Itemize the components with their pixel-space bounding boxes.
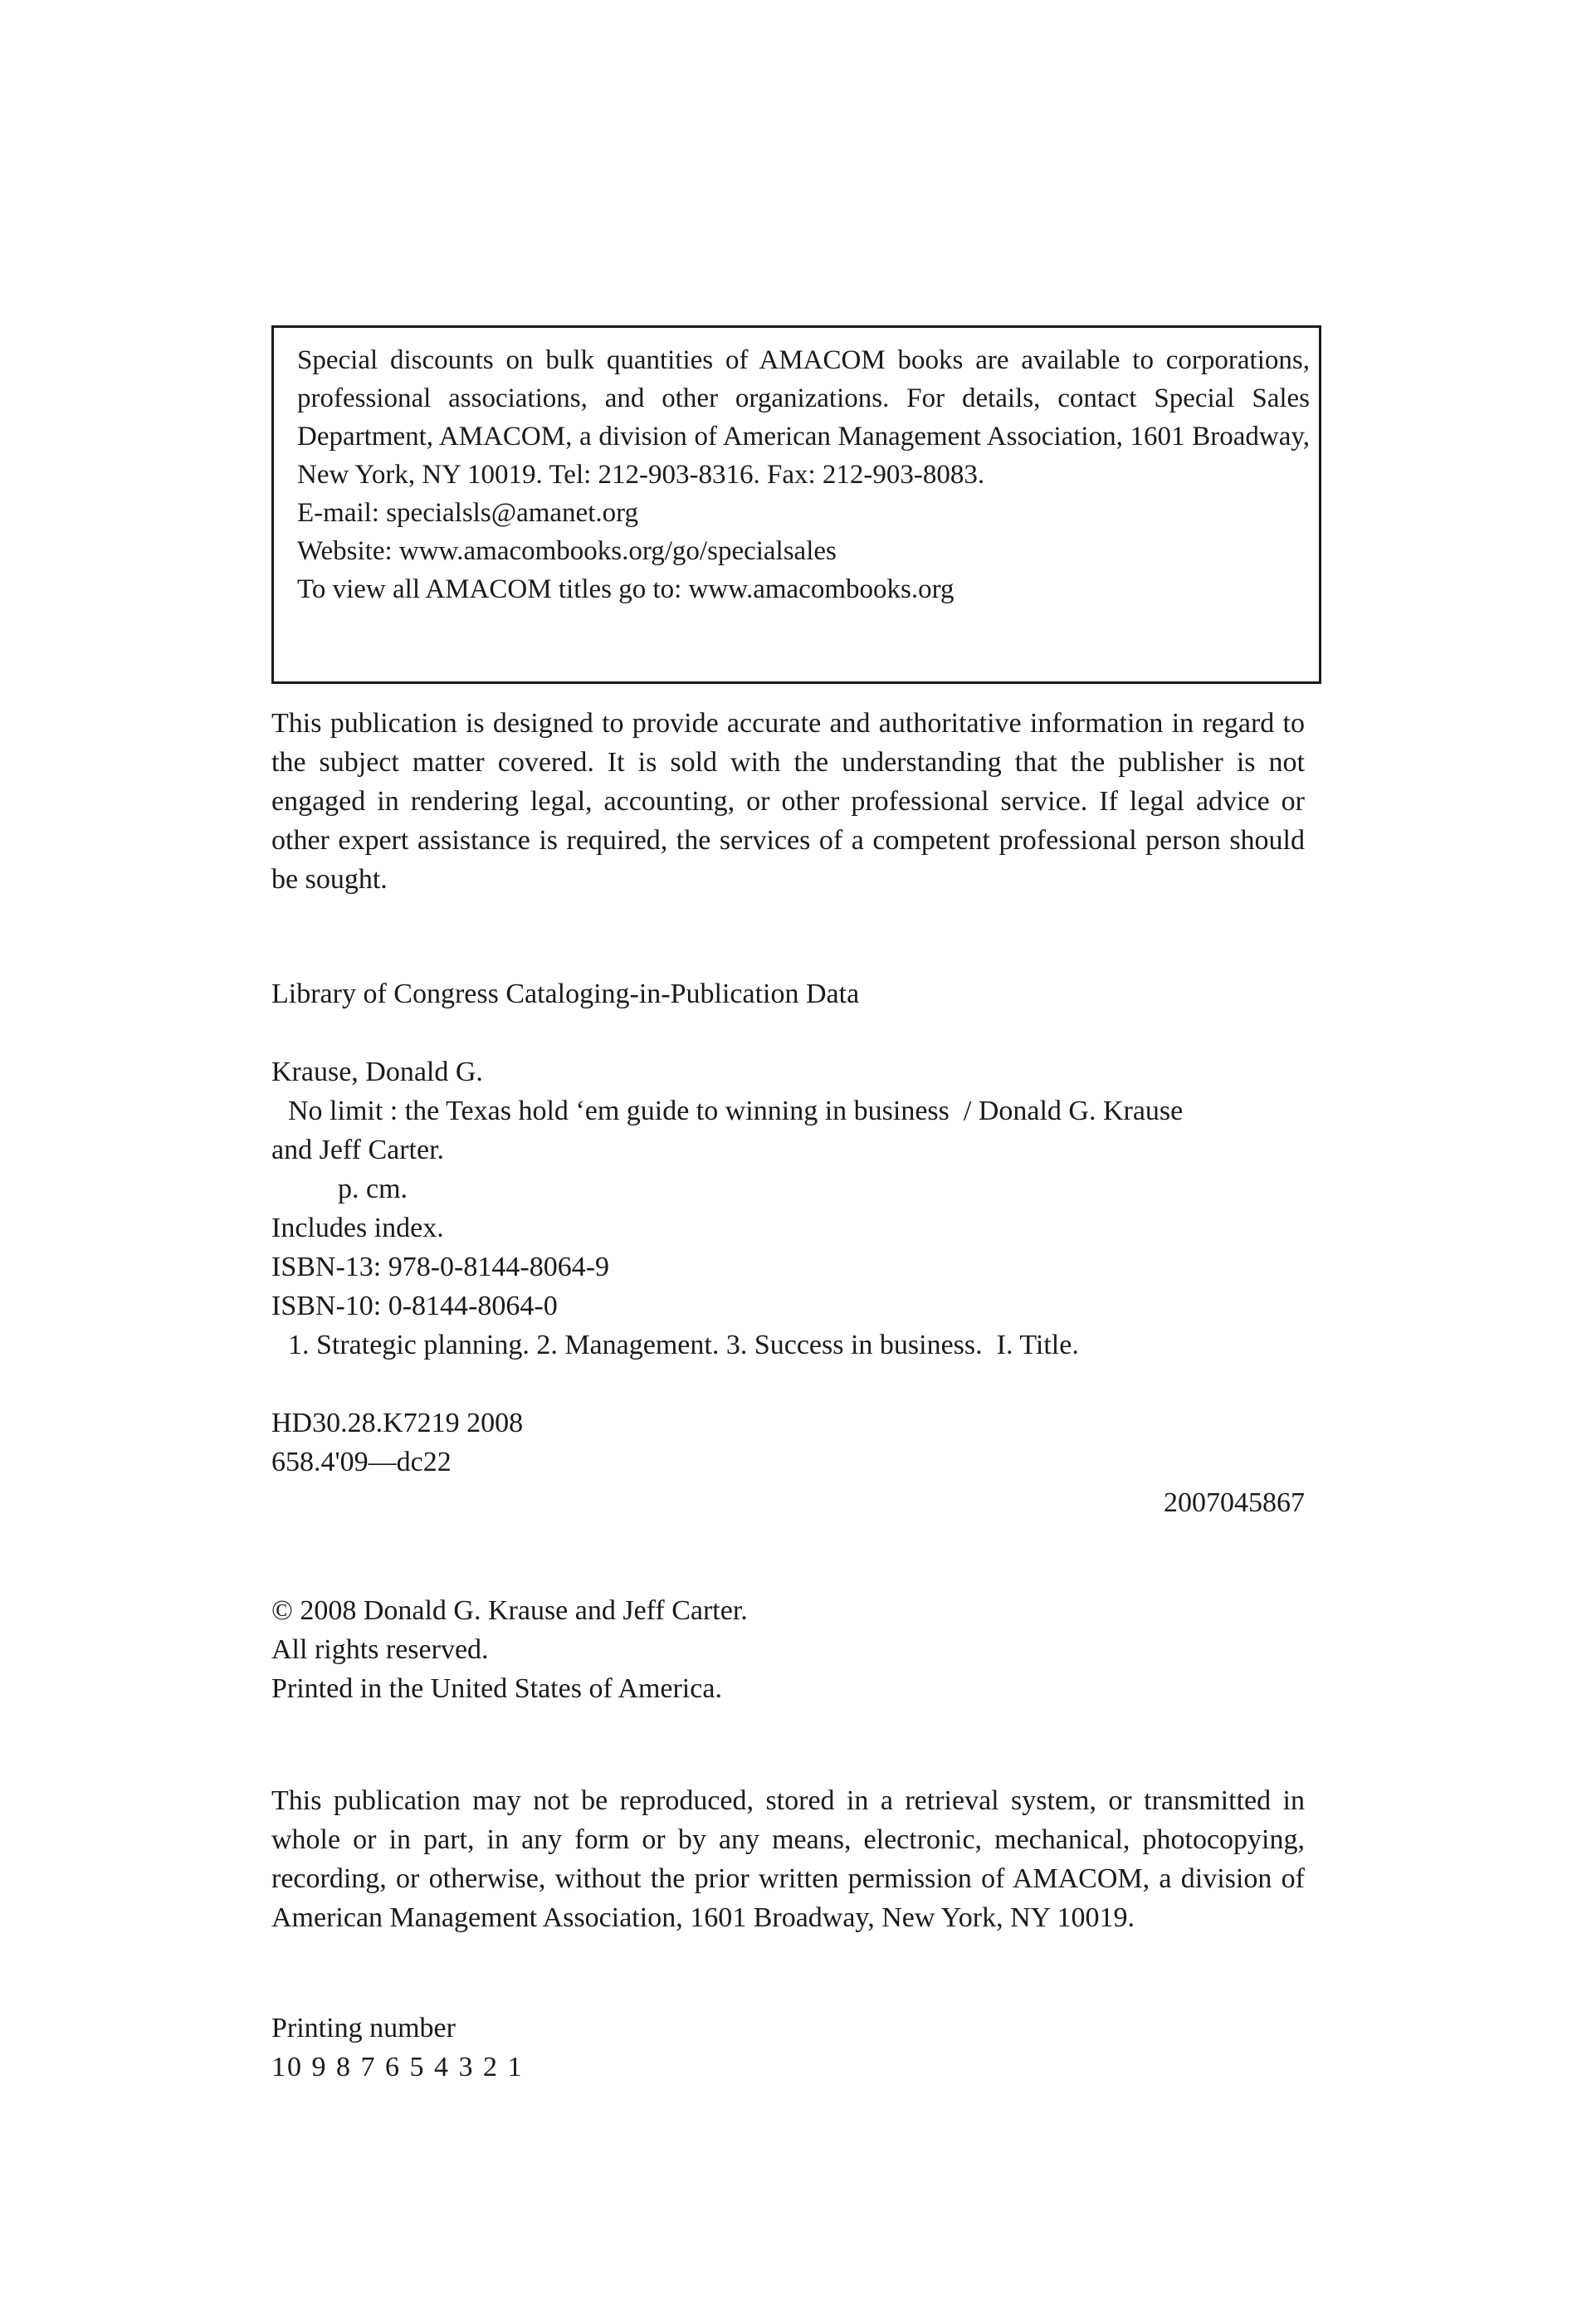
cip-title-line-1: No limit : the Texas hold ‘em guide to winning in business / Donald G. Krause [288,1096,1184,1126]
cip-subjects: 1. Strategic planning. 2. Management. 3. Success in business. I. Title. [288,1330,1079,1360]
cip-dewey: 658.4'09—dc22 [271,1447,452,1477]
printing-block [271,2009,1305,2087]
cip-heading: Library of Congress Cataloging-in-Publication Data [271,979,860,1009]
printing-label: Printing number [271,2013,456,2043]
printed-in: Printed in the United States of America. [271,1673,722,1704]
cip-index: Includes index. [271,1213,444,1243]
copyright-line: © 2008 Donald G. Krause and Jeff Carter. [271,1595,748,1626]
special-sales-email: E-mail: specialsls@amanet.org [297,498,639,528]
special-sales-paragraph: Special discounts on bulk quantities of AMACOM books are available to corporations, professional associations, and other organizations. For details, contact Special Sales Department, AMACOM, a division of American Management Association, 1601 Broadway, New York, NY 10019. Tel: 212-903-8316. Fax: 212-903-8083. [297,345,1310,490]
printing-numbers: 10 9 8 7 6 5 4 3 2 1 [271,2052,524,2082]
cip-lc-class: HD30.28.K7219 2008 [271,1408,524,1438]
cip-block [271,974,1305,1522]
cip-author: Krause, Donald G. [271,1057,483,1087]
copyright-block [271,1591,1305,1708]
all-titles-link-text: To view all AMACOM titles go to: www.amacombooks.org [297,574,954,604]
disclaimer-paragraph: This publication is designed to provide accurate and authoritative information in regard to the subject matter covered. It is sold with the understanding that the publisher is not engaged in rendering legal, accounting, or other professional service. If legal advice or other expert assistance is required, the services of a competent professional person should be sought. [271,708,1305,895]
rights-notice-paragraph: This publication may not be reproduced, stored in a retrieval system, or transmitted in whole or in part, in any form or by any means, electronic, mechanical, photocopying, recording, or otherwise, without the prior written permission of AMACOM, a division of American Management Association, 1601 Broadway, New York, NY 10019. [271,1785,1305,1933]
all-rights-reserved: All rights reserved. [271,1634,489,1665]
special-sales-website: Website: www.amacombooks.org/go/specialsales [297,536,837,566]
cip-title-line-2: and Jeff Carter. [271,1135,445,1165]
cip-lccn: 2007045867 [1164,1487,1305,1518]
cip-isbn13: ISBN-13: 978-0-8144-8064-9 [271,1252,610,1282]
special-sales-box [271,325,1321,684]
cip-pages: p. cm. [338,1174,408,1204]
cip-isbn10: ISBN-10: 0-8144-8064-0 [271,1291,558,1321]
